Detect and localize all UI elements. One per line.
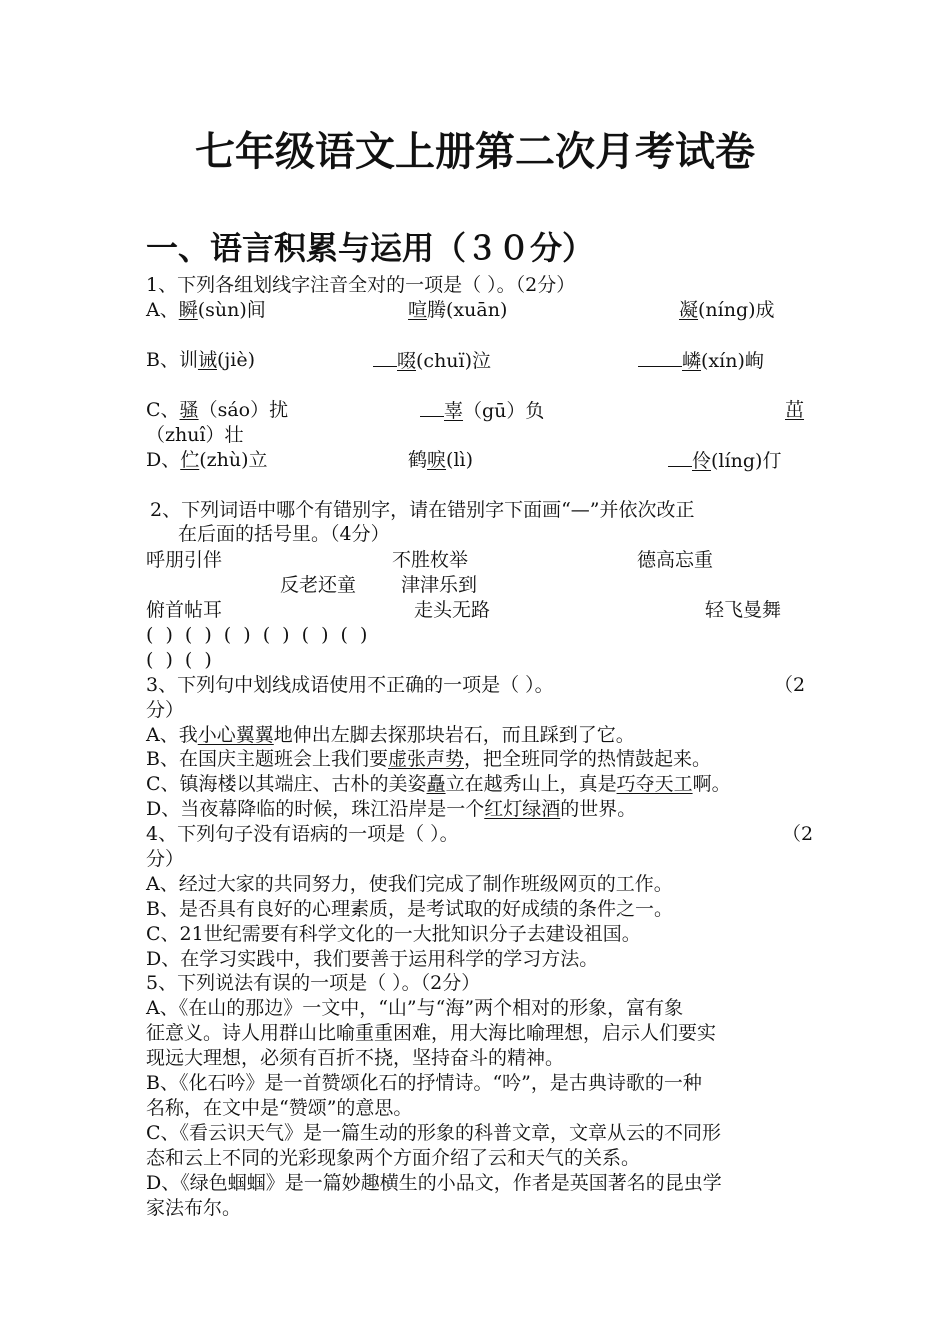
q3-score: （2 <box>774 674 806 696</box>
q1-option-d-3: 伶(líng)仃 <box>668 448 781 473</box>
q5-option-a-line1: A、《在山的那边》一文中，“山”与“海”两个相对的形象，富有象 <box>146 997 684 1019</box>
q1-stem: 1、下列各组划线字注音全对的一项是（ ）。（2分） <box>146 274 576 296</box>
q5-option-d-line1: D、《绿色蝈蝈》是一篇妙趣横生的小品文，作者是英国著名的昆虫学 <box>146 1172 722 1194</box>
q2-word-2: 不胜枚举 <box>392 549 469 571</box>
q2-word-1: 呼朋引伴 <box>146 549 223 571</box>
q4-option-d: D、在学习实践中，我们要善于运用科学的学习方法。 <box>146 948 599 970</box>
q1-option-a-1: A、瞬(sùn)间 <box>146 299 266 321</box>
q1-option-a-3: 凝(níng)成 <box>679 299 775 321</box>
q5-option-b-line2: 名称，在文中是“赞颂”的意思。 <box>146 1097 413 1119</box>
q2-word-5: 津津乐到 <box>401 574 478 596</box>
q1-option-a-2: 喧腾(xuān) <box>408 299 508 321</box>
q3-score-cont: 分） <box>146 699 185 721</box>
q2-stem-line1: 2、下列词语中哪个有错别字，请在错别字下面画“—”并依次改正 <box>150 499 695 521</box>
q4-option-b: B、是否具有良好的心理素质，是考试取的好成绩的条件之一。 <box>146 898 673 920</box>
q5-option-c-line1: C、《看云识天气》是一篇生动的形象的科普文章，文章从云的不同形 <box>146 1122 722 1144</box>
q2-word-7: 走头无路 <box>414 599 491 621</box>
page-title: 七年级语文上册第二次月考试卷 <box>195 129 755 175</box>
q5-option-a-line2: 征意义。诗人用群山比喻重重困难，用大海比喻理想，启示人们要实 <box>146 1022 717 1044</box>
q4-score-cont: 分） <box>146 848 185 870</box>
q3-stem: 3、下列句中划线成语使用不正确的一项是（ ）。 <box>146 674 554 696</box>
q1-option-c-3: 茁 <box>785 399 805 421</box>
q2-word-8: 轻飞曼舞 <box>705 599 782 621</box>
q4-option-c: C、21世纪需要有科学文化的一大批知识分子去建设祖国。 <box>146 923 641 945</box>
q5-option-d-line2: 家法布尔。 <box>146 1197 242 1219</box>
q1-option-d-2: 鹤唳(lì) <box>408 449 474 471</box>
q3-option-a: A、我小心翼翼地伸出左脚去探那块岩石，而且踩到了它。 <box>146 724 635 746</box>
q1-option-b-1: B、训诫(jiè) <box>146 349 256 371</box>
section-heading: 一、语言积累与运用（３０分） <box>146 229 595 267</box>
q3-option-d: D、当夜幕降临的时候，珠江沿岸是一个红灯绿酒的世界。 <box>146 798 637 820</box>
q4-score: （2 <box>782 823 814 845</box>
q4-option-a: A、经过大家的共同努力，使我们完成了制作班级网页的工作。 <box>146 873 673 895</box>
q5-stem: 5、下列说法有误的一项是（ ）。（2分） <box>146 972 481 994</box>
q1-option-b-3: 嶙(xín)峋 <box>638 348 764 373</box>
q2-answer-brackets-1: ( ) ( ) ( ) ( ) ( ) ( ) <box>146 624 368 646</box>
q5-option-a-line3: 现远大理想，必须有百折不挠，坚持奋斗的精神。 <box>146 1047 565 1069</box>
q1-option-d-1: D、伫(zhù)立 <box>146 449 268 471</box>
q2-stem-line2: 在后面的括号里。（4分） <box>178 523 390 545</box>
q1-option-c-1: C、骚（sáo）扰 <box>146 399 289 421</box>
q1-option-b-2: 啜(chuï)泣 <box>373 348 491 373</box>
q1-option-c-2: 辜（gū）负 <box>420 398 544 423</box>
q2-word-6: 俯首帖耳 <box>146 599 223 621</box>
q1-option-c-cont: （zhuî）壮 <box>146 424 244 446</box>
q3-option-b: B、在国庆主题班会上我们要虚张声势，把全班同学的热情鼓起来。 <box>146 748 711 770</box>
q4-stem: 4、下列句子没有语病的一项是（ ）。 <box>146 823 459 845</box>
q2-word-4: 反老还童 <box>280 574 357 596</box>
q5-option-b-line1: B、《化石吟》是一首赞颂化石的抒情诗。“吟”，是古典诗歌的一种 <box>146 1072 702 1094</box>
q5-option-c-line2: 态和云上不同的光彩现象两个方面介绍了云和天气的关系。 <box>146 1147 641 1169</box>
q3-option-c: C、镇海楼以其端庄、古朴的美姿矗立在越秀山上，真是巧夺天工啊。 <box>146 773 731 795</box>
q2-answer-brackets-2: ( ) ( ) <box>146 649 212 671</box>
q2-word-3: 德高忘重 <box>637 549 714 571</box>
